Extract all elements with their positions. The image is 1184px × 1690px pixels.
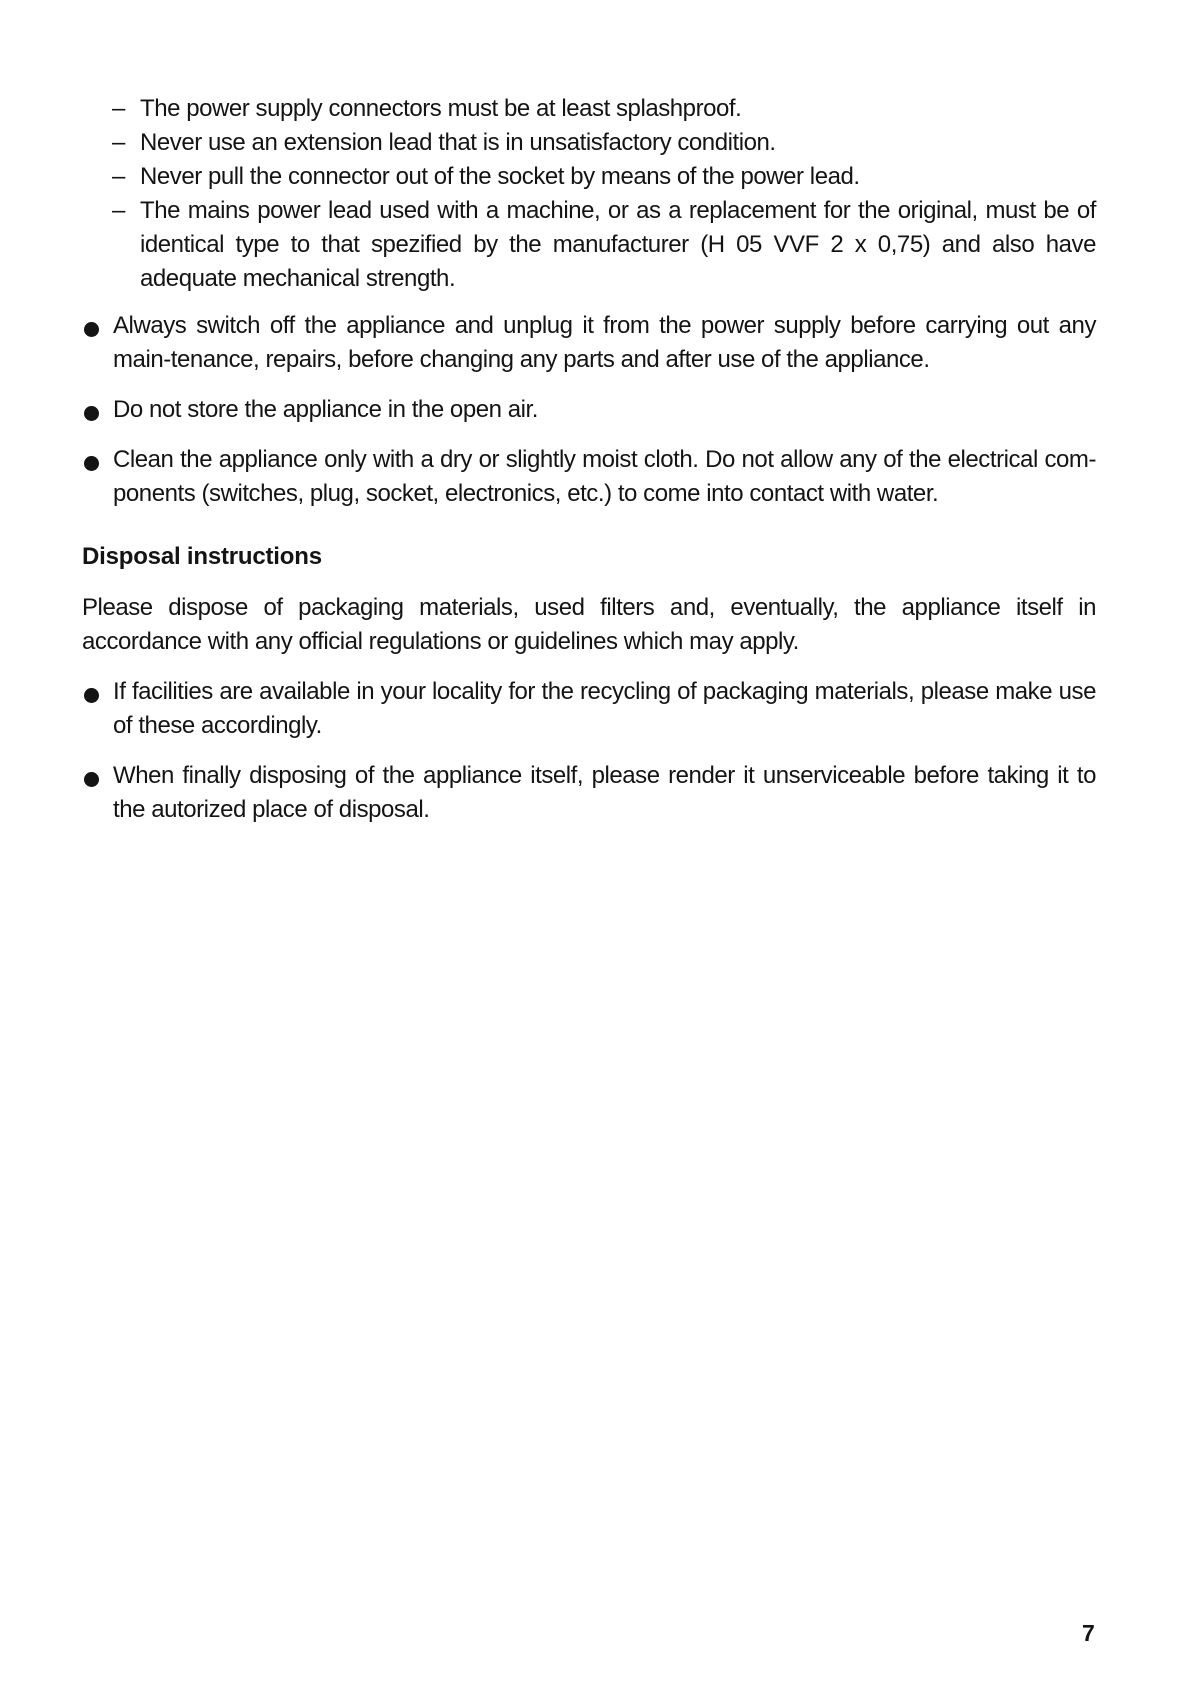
dash-marker: – [112,129,125,156]
dash-marker: – [112,197,125,224]
disposal-heading: Disposal instructions [82,543,322,570]
dash-marker: – [112,163,125,190]
bullet-dot [84,406,99,421]
safety-bullet-item [84,309,1096,377]
power-lead-requirements-list [112,92,1096,296]
disposal-bullet-item [84,675,1096,743]
dash-item-text: Never pull the connector out of the socket by means of the power lead. [140,163,860,190]
bullet-dot [84,688,99,703]
disposal-bullet-text: If facilities are available in your locality for the recycling of packaging materials, please make use of these accordingly. [113,678,1096,739]
page-number: 7 [1082,1620,1095,1646]
dash-list-item [112,92,1096,126]
dash-list-item [112,194,1096,296]
bullet-dot [84,322,99,337]
safety-bullet-text: Always switch off the appliance and unplug it from the power supply before carrying out any main-tenance, repairs, before changing any parts and after use of the appliance. [113,312,1096,373]
bullet-dot [84,772,99,787]
disposal-bullet-text: When finally disposing of the appliance itself, please render it unserviceable before taking it to the autorized place of disposal. [113,762,1096,823]
safety-bullet-item [84,393,1096,427]
disposal-bullet-item [84,759,1096,827]
dash-item-text: The power supply connectors must be at least splashproof. [140,95,742,122]
bullet-dot [84,456,99,471]
safety-bullet-item [84,443,1096,511]
safety-bullet-text: Clean the appliance only with a dry or slightly moist cloth. Do not allow any of the electrical com-ponents (switches, plug, socket, electronics, etc.) to come into contact with water. [113,446,1096,507]
disposal-paragraph: Please dispose of packaging materials, used filters and, eventually, the appliance itself in accordance with any official regulations or guidelines which may apply. [82,594,1096,655]
dash-marker: – [112,95,125,122]
dash-list-item [112,160,1096,194]
dash-list-item [112,126,1096,160]
dash-item-text: Never use an extension lead that is in unsatisfactory condition. [140,129,776,156]
safety-bullet-text: Do not store the appliance in the open air. [113,396,538,423]
dash-item-text: The mains power lead used with a machine, or as a replacement for the original, must be of identical type to that spezified by the manufacturer (H 05 VVF 2 x 0,75) and also have adequate mechanical strength. [140,197,1096,292]
